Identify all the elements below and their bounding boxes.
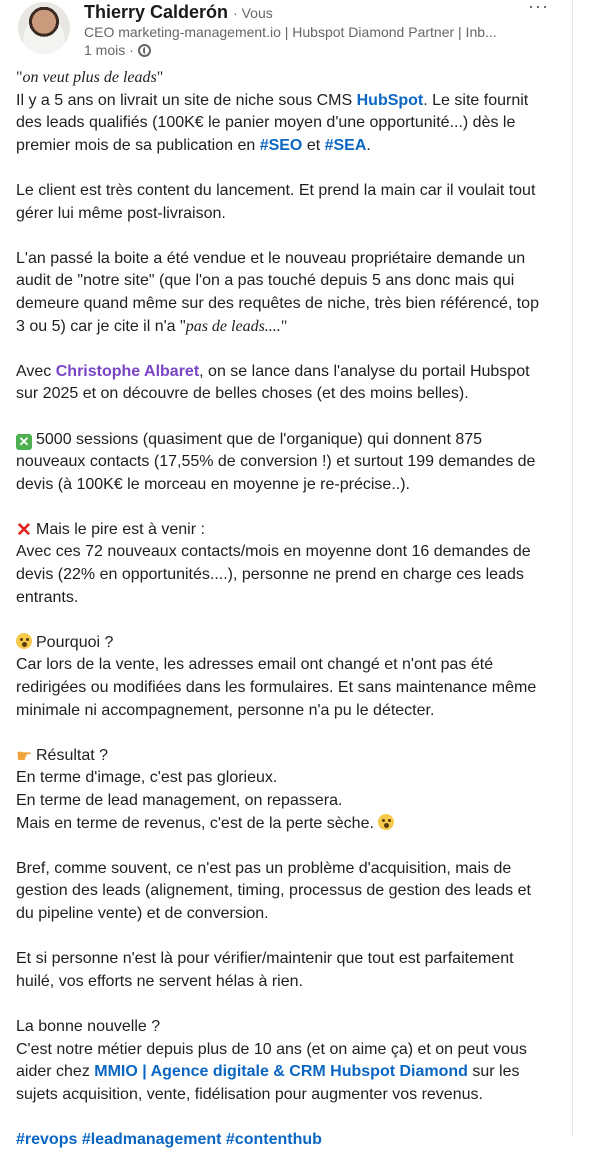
post-meta <box>84 42 151 58</box>
post-text: Bref, comme souvent, ce n'est pas un problème d'acquisition, mais de <box>16 859 512 877</box>
check-box-emoji-icon: ✕ <box>16 434 32 450</box>
post-text: devis (22% en opportunités....), personne ne prend en charge ces leads <box>16 566 524 584</box>
blank-line <box>16 993 539 1016</box>
post-text: gestion des leads (alignement, timing, processus de gestion des leads et <box>16 882 531 900</box>
post-text: sujets acquisition, vente, fidélisation pour augmenter vos revenus. <box>16 1085 483 1103</box>
post-text: du pipeline vente) et de conversion. <box>16 904 269 922</box>
post-text: nouveaux contacts (17,55% de conversion !) et surtout 199 demandes de <box>16 453 536 471</box>
post-line <box>16 451 539 474</box>
scrollbar-track[interactable] <box>572 0 573 1137</box>
post-text: demeure quand même sur des requêtes de niche, très bien référencé, top <box>16 294 539 312</box>
post-line <box>16 112 539 135</box>
post-text: entrants. <box>16 588 79 606</box>
more-options-button[interactable]: ··· <box>528 0 549 16</box>
post-text: 3 ou 5) car je cite il n'a " <box>16 317 186 335</box>
post-line <box>16 858 539 881</box>
post-text: . <box>366 136 371 154</box>
post-text: Et si personne n'est là pour vérifier/maintenir que tout est parfaitement <box>16 950 514 968</box>
post-line <box>16 519 539 542</box>
post-line <box>16 67 539 90</box>
post-text: Le client est très content du lancement. Et prend la main car il voulait tout <box>16 181 536 199</box>
post-line <box>16 316 539 339</box>
post-text: " <box>16 69 23 86</box>
hashtag-link[interactable]: #revops <box>16 1130 78 1148</box>
blank-line <box>16 1106 539 1129</box>
globe-icon <box>138 44 151 57</box>
post-line <box>16 1084 539 1107</box>
post-text: L'an passé la boite a été vendue et le nouveau propriétaire demande un <box>16 249 526 267</box>
blank-line <box>16 338 539 361</box>
hashtag-link[interactable]: #contenthub <box>225 1130 322 1148</box>
blank-line <box>16 157 539 180</box>
post-text: redirigées ou modifiées dans les formulaires. Et sans maintenance même <box>16 679 537 697</box>
post-text: Mais en terme de revenus, c'est de la perte sèche. <box>16 814 379 832</box>
post-text: , on se lance dans l'analyse du portail Hubspot <box>199 362 530 380</box>
post-line <box>16 383 539 406</box>
post-text: Avec ces 72 nouveaux contacts/mois en moyenne dont 16 demandes de <box>16 543 531 561</box>
author-headline: CEO marketing-management.io | Hubspot Diamond Partner | Inb... <box>84 24 497 40</box>
cross-mark-emoji-icon: ✕ <box>16 519 32 541</box>
page-link[interactable]: HubSpot <box>356 91 424 109</box>
post-text: " <box>156 69 164 86</box>
blank-line <box>16 225 539 248</box>
blank-line <box>16 926 539 949</box>
post-line <box>16 474 539 497</box>
post-text: En terme de lead management, on repassera. <box>16 792 343 809</box>
post-line <box>16 1016 539 1039</box>
post-line <box>16 1039 539 1062</box>
post-line <box>16 880 539 903</box>
avatar[interactable] <box>18 2 70 54</box>
post-text: sur 2025 et on découvre de belles choses (et des moins belles). <box>16 385 469 403</box>
post-text: 5000 sessions (quasiment que de l'organique) qui donnent 875 <box>36 430 483 448</box>
post-text: La bonne nouvelle ? <box>16 1017 161 1035</box>
author-name-text[interactable]: Thierry Calderón <box>84 2 229 22</box>
post-line <box>16 361 539 384</box>
post-line <box>16 564 539 587</box>
post-text: premier mois de sa publication en <box>16 136 260 154</box>
post-text: des leads qualifiés (100K€ le panier moyen d'une opportunité...) dès le <box>16 114 516 132</box>
post-text: sur les <box>467 1063 520 1081</box>
post-text: devis (à 100K€ le morceau en moyenne je re-précise..). <box>16 475 410 493</box>
post-line <box>16 745 539 768</box>
post-text: Avec <box>16 362 56 380</box>
relation-label: · Vous <box>233 5 273 21</box>
post-text: Il y a 5 ans on livrait un site de niche sous CMS <box>16 91 357 109</box>
post-line <box>16 767 539 790</box>
hashtag-link[interactable]: #leadmanagement <box>81 1130 222 1148</box>
post-line <box>16 541 539 564</box>
blank-line <box>16 722 539 745</box>
post-line <box>16 654 539 677</box>
hashtag-link[interactable]: #SEO <box>259 136 303 154</box>
post-line <box>16 632 539 655</box>
post-text: . Le site fournit <box>423 91 529 109</box>
post-text: audit de "notre site" (que l'on a pas touché depuis 5 ans donc mais qui <box>16 272 515 290</box>
post-text: Pourquoi ? <box>36 633 114 651</box>
post-line <box>16 203 539 226</box>
post-body <box>16 67 539 1152</box>
post-line <box>16 903 539 926</box>
post-text: et <box>302 136 325 154</box>
post-line <box>16 790 539 813</box>
post-text: " <box>280 317 288 335</box>
post-text: Car lors de la vente, les adresses email ont changé et n'ont pas été <box>16 656 494 674</box>
post-line <box>16 1129 539 1152</box>
hashtag-link[interactable]: #SEA <box>324 136 367 154</box>
face-emoji-icon <box>378 814 394 830</box>
blank-line <box>16 835 539 858</box>
blank-line <box>16 496 539 519</box>
post-text: C'est notre métier depuis plus de 10 ans (et on aime ça) et on peut vous <box>16 1040 527 1058</box>
post-line <box>16 971 539 994</box>
post-line <box>16 813 539 836</box>
blank-line <box>16 406 539 429</box>
page-link[interactable]: MMIO | Agence digitale & CRM Hubspot Diamond <box>94 1063 468 1081</box>
mention-link[interactable]: Christophe Albaret <box>55 362 200 380</box>
pointing-hand-emoji-icon: ☛ <box>16 745 33 766</box>
post-line <box>16 248 539 271</box>
face-emoji-icon <box>16 633 32 649</box>
post-line <box>16 270 539 293</box>
post-time: 1 mois · <box>84 42 134 58</box>
post-text: En terme d'image, c'est pas glorieux. <box>16 769 278 787</box>
post-text: minimale ni accompagnement, personne n'a pu le détecter. <box>16 701 435 719</box>
blank-line <box>16 609 539 632</box>
post-text: Résultat ? <box>36 746 109 764</box>
post-text: Mais le pire est à venir : <box>36 520 205 538</box>
post-line <box>16 587 539 610</box>
post-text: pas de leads.... <box>185 317 281 335</box>
post-line <box>16 293 539 316</box>
post-line <box>16 1061 539 1084</box>
author-name[interactable] <box>84 2 273 23</box>
post-line <box>16 700 539 723</box>
post-line <box>16 90 539 113</box>
post-line <box>16 135 539 158</box>
post-text: on veut plus de leads <box>22 69 157 86</box>
post-text: gérer lui même post-livraison. <box>16 204 226 222</box>
post-line <box>16 677 539 700</box>
post-text: aider chez <box>16 1063 95 1081</box>
post-line <box>16 429 539 452</box>
post-text: huilé, vos efforts ne servent hélas à rien. <box>16 972 303 990</box>
post-line <box>16 948 539 971</box>
post-line <box>16 180 539 203</box>
